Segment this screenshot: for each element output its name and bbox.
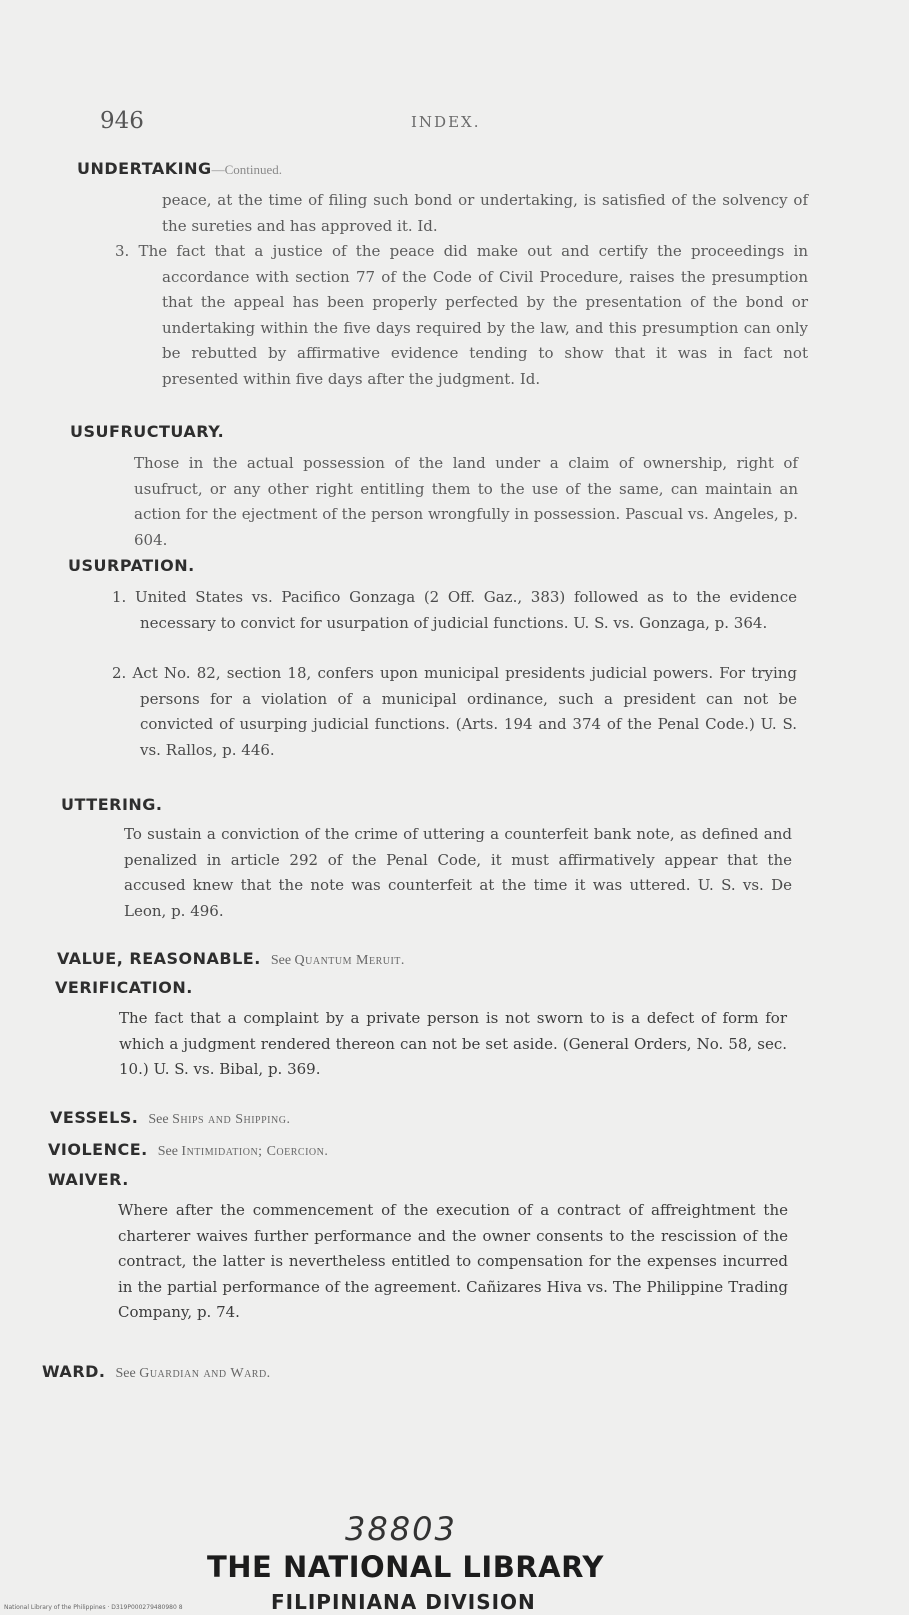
entry-paragraph: 3. The fact that a justice of the peace did make out and certify the proceedings in accordance with section 77 of the Code of Civil Procedure, raises the presumption that the appeal has been properly perfected by the presentation of the bond or undertaking within the five days required by the law, and this presumption can only be rebutted by affirmative evidence tending to show that it was in fact not presented within five days after the judgment. Id. (115, 242, 808, 388)
entry-heading: WAIVER. (48, 1170, 129, 1189)
entry-heading: USUFRUCTUARY. (70, 422, 225, 441)
see-reference: See Guardian and Ward. (115, 1366, 271, 1381)
page-header (0, 108, 909, 138)
see-reference: See Intimidation; Coercion. (157, 1144, 329, 1159)
accession-number: 38803 (345, 1510, 457, 1548)
entry-paragraph: 2. Act No. 82, section 18, confers upon municipal presidents judicial powers. For trying persons for a violation of a municipal ordinance, such a president can not be convicted of usurping judicial functions. (Arts. 194 and 374 of the Penal Code.) U. S. vs. Rallos, p. 446. (112, 664, 797, 759)
entry-heading: VIOLENCE. See Intimidation; Coercion. (48, 1140, 329, 1159)
entry-heading: USURPATION. (68, 556, 195, 575)
entry-paragraph: Where after the commencement of the execution of a contract of affreightment the charterer waives further performance and the owner consents to the rescission of the contract, the latter is nevertheless entitled to compensation for the expenses incurred in the partial performance of the agreement. Cañizares Hiva vs. The Philippine Trading Company, p. 74. (118, 1201, 788, 1321)
running-title: INDEX. (411, 113, 481, 131)
entry-heading: VERIFICATION. (55, 978, 193, 997)
continued-label: —Continued. (211, 162, 283, 177)
library-division: FILIPINIANA DIVISION (271, 1590, 536, 1614)
entry-heading: UNDERTAKING—Continued. (77, 159, 283, 178)
entry-heading: WARD. See Guardian and Ward. (42, 1362, 271, 1381)
see-reference: See Quantum Meruit. (270, 953, 405, 968)
entry-paragraph: Those in the actual possession of the land under a claim of ownership, right of usufruct, or any other right entitling them to the use of the same, can maintain an action for the ejectment of the person wrongfully in possession. Pascual vs. Angeles, p. 604. (134, 454, 798, 549)
entry-paragraph: 1. United States vs. Pacifico Gonzaga (2 Off. Gaz., 383) followed as to the evidence necessary to convict for usurpation of judicial functions. U. S. vs. Gonzaga, p. 364. (112, 588, 797, 632)
entry-heading: VESSELS. See Ships and Shipping. (50, 1108, 291, 1127)
entry-heading: UTTERING. (61, 795, 163, 814)
entry-paragraph: peace, at the time of filing such bond or undertaking, is satisfied of the solvency of the sureties and has approved it. Id. (162, 191, 808, 235)
entry-paragraph: To sustain a conviction of the crime of uttering a counterfeit bank note, as defined and penalized in article 292 of the Penal Code, it must affirmatively appear that the accused knew that the note was counterfeit at the time it was uttered. U. S. vs. De Leon, p. 496. (124, 825, 792, 920)
see-reference: See Ships and Shipping. (148, 1112, 291, 1127)
scan-footer: National Library of the Philippines · D319P000279480980 8 (4, 1604, 183, 1611)
entry-paragraph: The fact that a complaint by a private person is not sworn to is a defect of form for which a judgment rendered thereon can not be set aside. (General Orders, No. 58, sec. 10.) U. S. vs. Bibal, p. 369. (119, 1009, 787, 1078)
library-name: THE NATIONAL LIBRARY (207, 1550, 604, 1584)
entry-heading: VALUE, REASONABLE. See Quantum Meruit. (57, 949, 405, 968)
page-number: 946 (100, 108, 144, 134)
library-stamp (0, 1510, 909, 1614)
